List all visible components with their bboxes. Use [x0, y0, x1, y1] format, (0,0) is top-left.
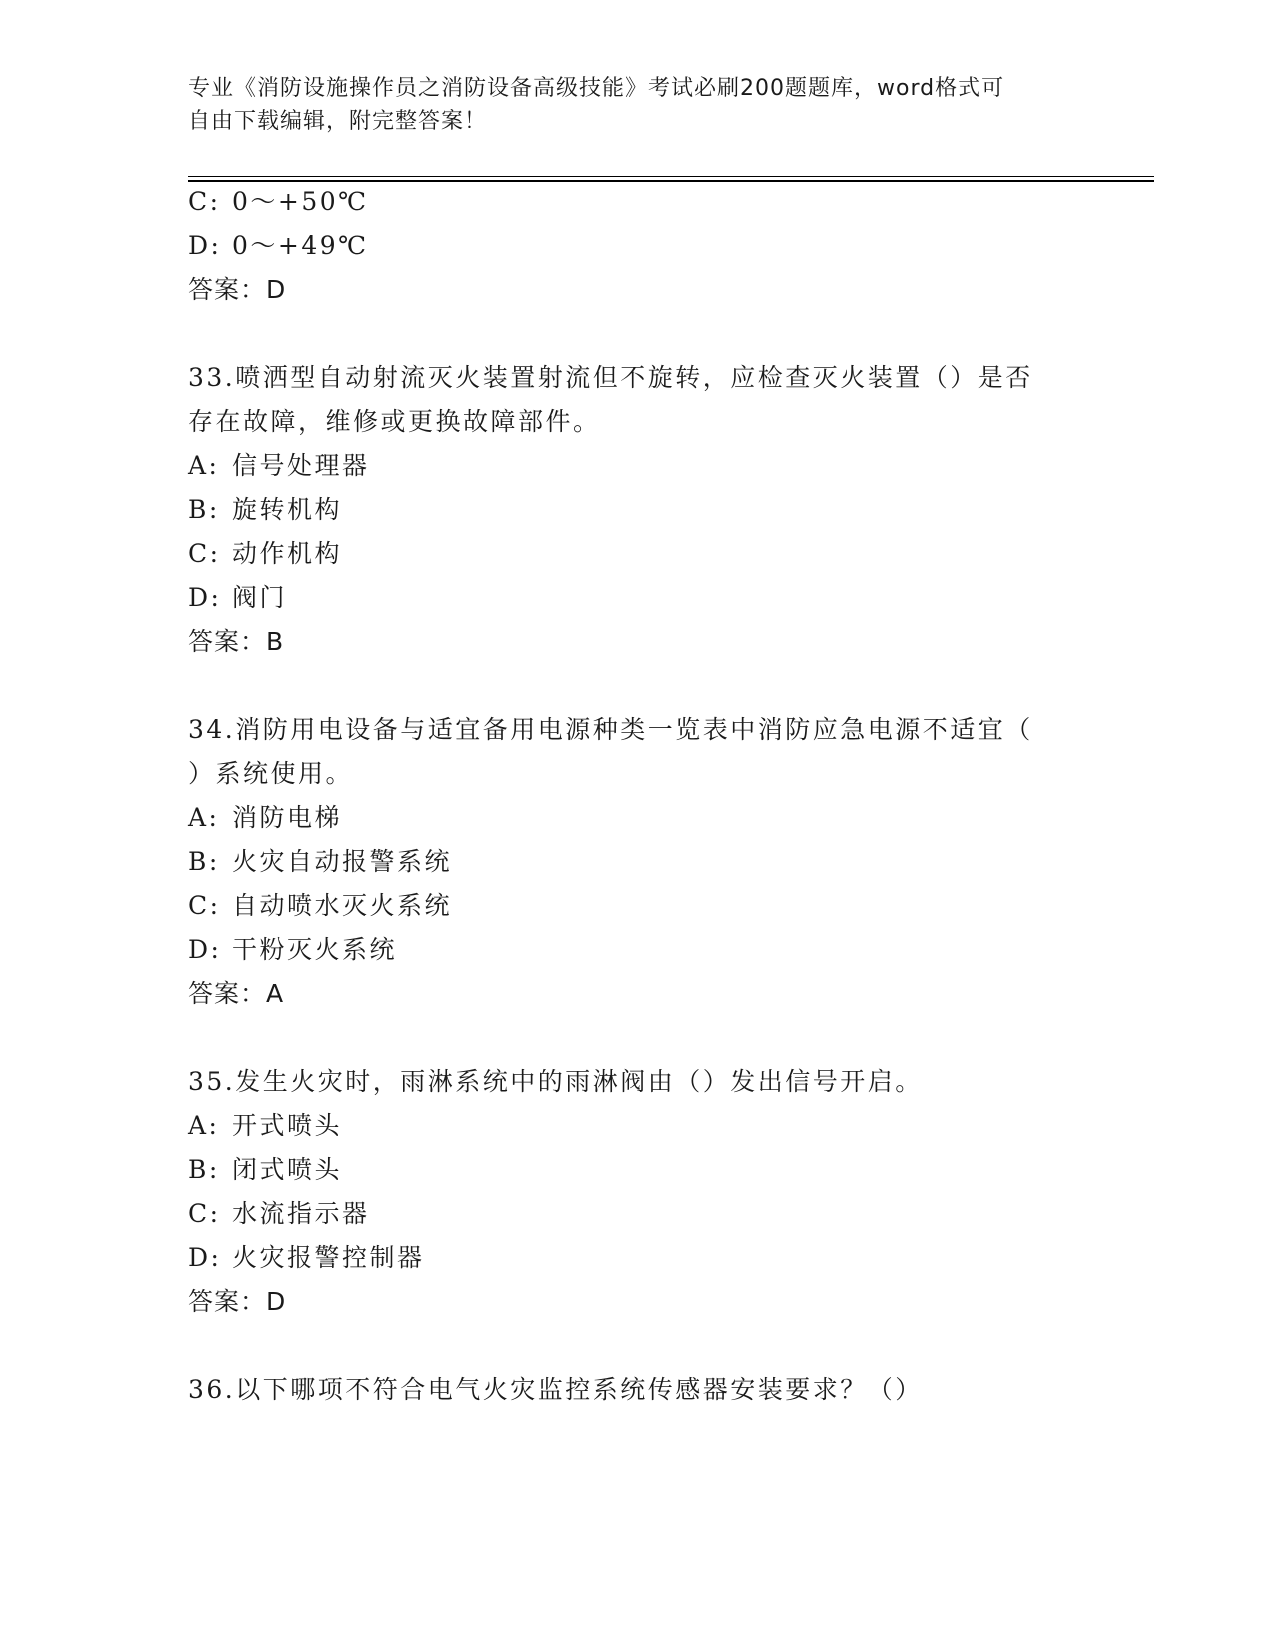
- option-text: 动作机构: [232, 539, 343, 568]
- option-text: 旋转机构: [232, 495, 343, 524]
- option-c: [188, 538, 342, 570]
- answer: 答案：D: [188, 1287, 287, 1316]
- option-a: [188, 802, 342, 834]
- option-letter: D:: [188, 1243, 222, 1272]
- option-text: 闭式喷头: [232, 1155, 343, 1184]
- option-letter: B:: [188, 847, 220, 876]
- option-text: 干粉灭火系统: [232, 935, 398, 964]
- option-d: [188, 582, 287, 614]
- option-text: 阀门: [232, 583, 288, 612]
- option-text: 火灾报警控制器: [232, 1243, 425, 1272]
- option-letter: A:: [188, 1111, 220, 1140]
- option-letter: C:: [188, 539, 221, 568]
- option-text: 信号处理器: [232, 451, 370, 480]
- option-letter: B:: [188, 495, 220, 524]
- answer: 答案：A: [188, 979, 285, 1008]
- option-d: [188, 934, 397, 966]
- option-text: 0～+50℃: [232, 187, 369, 216]
- document-header: [188, 72, 1068, 138]
- option-a: [188, 450, 370, 482]
- option-c: [188, 186, 369, 218]
- answer: 答案：D: [188, 275, 287, 304]
- header-line-1: 专业《消防设施操作员之消防设备高级技能》考试必刷200题题库，word格式可: [188, 76, 1005, 101]
- header-rule-thick: [188, 180, 1154, 182]
- option-a: [188, 1110, 342, 1142]
- question-36-line-1: 36.以下哪项不符合电气火灾监控系统传感器安装要求？（）: [188, 1375, 923, 1404]
- option-text: 火灾自动报警系统: [232, 847, 453, 876]
- option-c: [188, 890, 452, 922]
- header-rule-thin: [188, 176, 1154, 177]
- option-text: 自动喷水灭火系统: [232, 891, 453, 920]
- option-text: 0～+49℃: [232, 231, 369, 260]
- option-letter: C:: [188, 891, 221, 920]
- option-text: 开式喷头: [232, 1111, 343, 1140]
- option-b: [188, 1154, 342, 1186]
- question-35-line-1: 35.发生火灾时，雨淋系统中的雨淋阀由（）发出信号开启。: [188, 1067, 923, 1096]
- option-b: [188, 846, 452, 878]
- question-34-line-1: 34.消防用电设备与适宜备用电源种类一览表中消防应急电源不适宜（: [188, 715, 1033, 744]
- option-letter: D:: [188, 583, 222, 612]
- option-text: 水流指示器: [232, 1199, 370, 1228]
- option-letter: B:: [188, 1155, 220, 1184]
- question-33-line-1: 33.喷洒型自动射流灭火装置射流但不旋转，应检查灭火装置（）是否: [188, 363, 1033, 392]
- question-34-line-2: ）系统使用。: [188, 759, 354, 788]
- option-letter: D:: [188, 231, 222, 260]
- option-text: 消防电梯: [232, 803, 343, 832]
- option-letter: C:: [188, 1199, 221, 1228]
- header-line-2: 自由下载编辑，附完整答案！: [188, 109, 488, 134]
- option-letter: A:: [188, 451, 220, 480]
- option-letter: A:: [188, 803, 220, 832]
- option-letter: D:: [188, 935, 222, 964]
- option-c: [188, 1198, 370, 1230]
- question-33-line-2: 存在故障，维修或更换故障部件。: [188, 407, 601, 436]
- option-d: [188, 1242, 425, 1274]
- option-b: [188, 494, 342, 526]
- option-letter: C:: [188, 187, 221, 216]
- answer: 答案：B: [188, 627, 285, 656]
- option-d: [188, 230, 369, 262]
